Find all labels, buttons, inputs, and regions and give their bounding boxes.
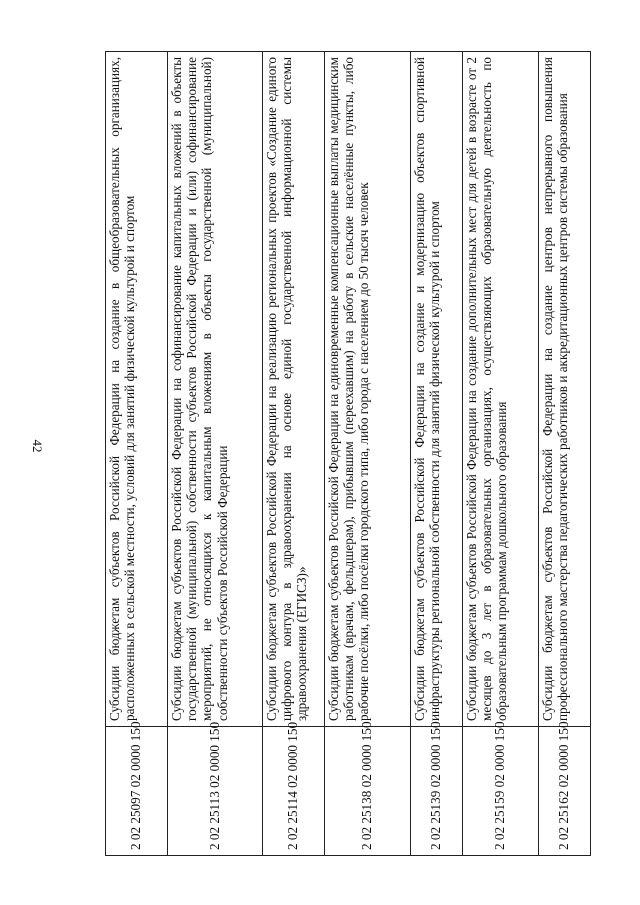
table-row xyxy=(411,52,463,856)
page-number: 42 xyxy=(30,439,45,453)
description-cell: Субсидии бюджетам субъектов Российской Федерации на создание и модернизацию объектов спортивной инфраструктуры региональной собственности для занятий физической культурой и спортом xyxy=(411,52,463,727)
code-cell: 2 02 25113 02 0000 150 xyxy=(168,727,263,856)
table-row xyxy=(263,52,325,856)
code-cell: 2 02 25139 02 0000 150 xyxy=(411,727,463,856)
table-row xyxy=(463,52,539,856)
rotated-table-container xyxy=(105,51,590,856)
code-cell: 2 02 25114 02 0000 150 xyxy=(263,727,325,856)
code-cell: 2 02 25097 02 0000 150 xyxy=(106,727,168,856)
table-row xyxy=(168,52,263,856)
description-cell: Субсидии бюджетам субъектов Российской Федерации на единовременные компенсационные выплаты медицинским работникам (врачам, фельдшерам), прибывшим (переехавшим) на работу в сельские населённые пункты, либо рабочие посёлки, либо посёлки городского типа, либо города с населением до 50 тысяч человек xyxy=(325,52,411,727)
code-cell: 2 02 25138 02 0000 150 xyxy=(325,727,411,856)
description-cell: Субсидии бюджетам субъектов Российской Федерации на создание центров непрерывного повышения профессионального мастерства педагогических работников и аккредитационных центров системы образования xyxy=(539,52,591,727)
table-row xyxy=(325,52,411,856)
code-cell: 2 02 25159 02 0000 150 xyxy=(463,727,539,856)
description-cell: Субсидии бюджетам субъектов Российской Федерации на реализацию региональных проектов «Создание единого цифрового контура в здравоохранении на основе единой государственной информационной системы здравоохранения (ЕГИСЗ)» xyxy=(263,52,325,727)
table-row xyxy=(539,52,591,856)
description-cell: Субсидии бюджетам субъектов Российской Федерации на создание в общеобразовательных организациях, расположенных в сельской местности, условий для занятий физической культурой и спортом xyxy=(106,52,168,727)
table-row xyxy=(106,52,168,856)
description-cell: Субсидии бюджетам субъектов Российской Федерации на создание дополнительных мест для детей в возрасте от 2 месяцев до 3 лет в образовательных организациях, осуществляющих образовательную деятельность по образовательным программам дошкольного образования xyxy=(463,52,539,727)
description-cell: Субсидии бюджетам субъектов Российской Федерации на софинансирование капитальных вложений в объекты государственной (муниципальной) собственности субъектов Российской Федерации и (или) софинансирование мероприятий, не относящихся к капитальным вложениям в объекты государственной (муниципальной) собственности субъектов Российской Федерации xyxy=(168,52,263,727)
code-cell: 2 02 25162 02 0000 150 xyxy=(539,727,591,856)
budget-codes-table xyxy=(105,51,591,856)
